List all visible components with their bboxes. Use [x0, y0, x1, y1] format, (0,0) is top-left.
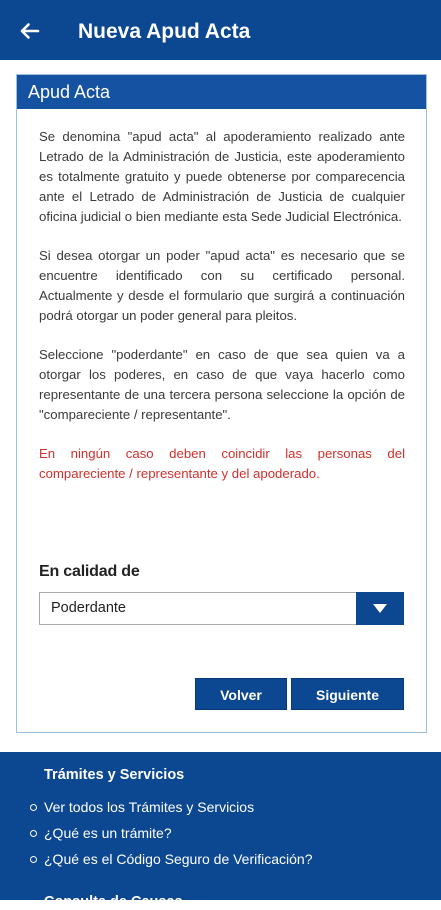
footer-heading: Trámites y Servicios [44, 767, 185, 783]
footer-link-que-es-tramite[interactable] [30, 822, 313, 848]
footer-links [30, 796, 313, 874]
footer [0, 752, 441, 910]
info-paragraph: Se denomina "apud acta" al apoderamiento realizado ante Letrado de la Administración de Justicia, este apoderamiento es totalmente gratuito y puede obtenerse por comparecencia ante el Letrado de Administración de Justicia de cualquier oficina judicial o bien mediante esta Sede Judicial Electrónica. [39, 129, 405, 224]
card-description [39, 127, 405, 503]
arrow-left-icon [13, 16, 45, 46]
footer-link-tramites[interactable] [30, 796, 313, 822]
bullet-icon [30, 856, 37, 863]
back-form-button[interactable]: Volver [195, 678, 287, 710]
bullet-icon [30, 804, 37, 811]
info-paragraph: Seleccione "poderdante" en caso de que sea quien va a otorgar los poderes, en caso de que vaya hacerlo como representante de una tercera persona seleccione la opción de "compareciente / representante". [39, 347, 405, 422]
footer-heading-2: Consulta de Causas [44, 894, 183, 910]
calidad-label: En calidad de [39, 563, 140, 580]
footer-link-label: Ver todos los Trámites y Servicios [44, 799, 255, 815]
apud-acta-card [16, 74, 427, 733]
select-value: Poderdante [51, 600, 126, 616]
footer-link-label: ¿Qué es un trámite? [44, 825, 172, 841]
app-header [0, 0, 441, 60]
info-paragraph: Si desea otorgar un poder "apud acta" es necesario que se encuentre identificado con su certificado personal. Actualmente y desde el formulario que surgirá a continuación podrá otorgar un poder general para pleitos. [39, 248, 405, 323]
next-button[interactable]: Siguiente [291, 678, 404, 710]
calidad-select[interactable] [39, 592, 404, 625]
footer-link-csv[interactable] [30, 848, 313, 874]
card-title: Apud Acta [17, 75, 426, 109]
dropdown-button[interactable] [356, 592, 404, 625]
caret-down-icon [373, 604, 387, 613]
warning-text: En ningún caso deben coincidir las personas del compareciente / representante y del apoderado. [39, 446, 405, 481]
back-button[interactable] [13, 16, 45, 46]
bullet-icon [30, 830, 37, 837]
page-title: Nueva Apud Acta [78, 20, 251, 43]
footer-link-label: ¿Qué es el Código Seguro de Verificación? [44, 851, 313, 867]
